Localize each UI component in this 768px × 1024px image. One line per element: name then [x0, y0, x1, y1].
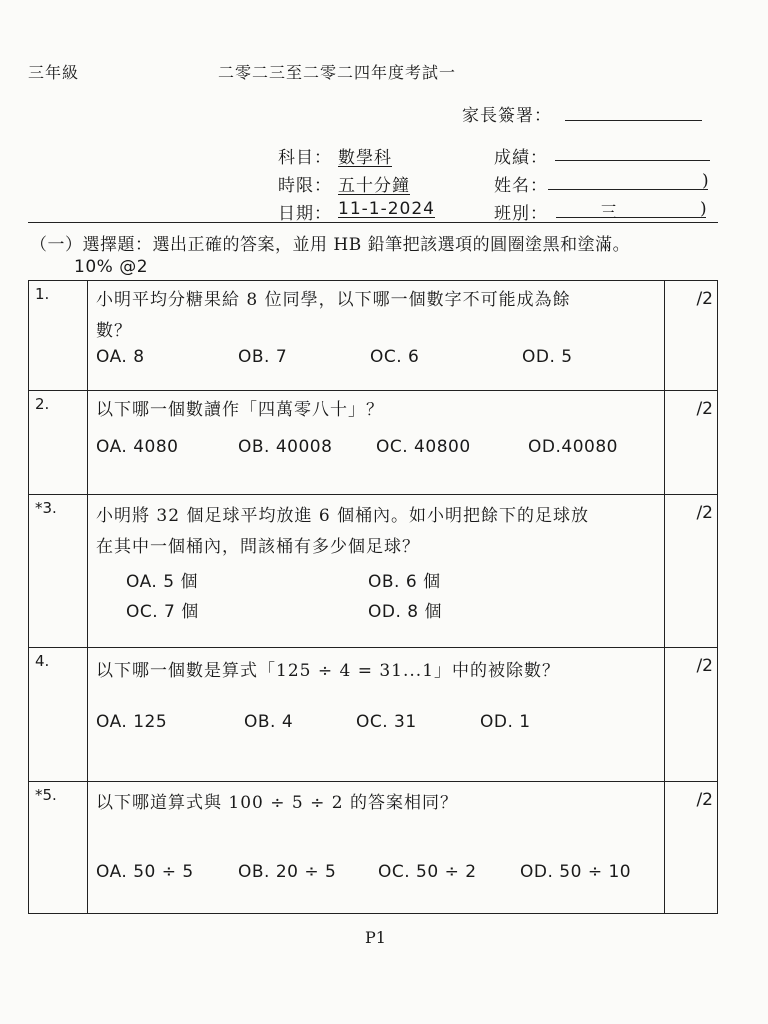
question-text-line: 小明將 32 個足球平均放進 6 個桶內。如小明把餘下的足球放	[96, 506, 590, 526]
name-close-paren: )	[702, 171, 709, 191]
question-body	[88, 648, 665, 782]
name-label: 姓名：	[494, 176, 548, 196]
option-a[interactable]: OA. 50 ÷ 5	[96, 862, 194, 882]
question-text-line: 小明平均分糖果給 8 位同學，以下哪一個數字不可能成為餘	[96, 290, 571, 310]
section-instruction: （一）選擇題：選出正確的答案，並用 HB 鉛筆把該選項的圓圈塗黑和塗滿。	[30, 235, 631, 255]
option-d[interactable]: OD. 5	[522, 347, 573, 367]
option-b[interactable]: OB. 20 ÷ 5	[238, 862, 337, 882]
option-c[interactable]: OC. 40800	[376, 437, 471, 457]
question-text: 以下哪道算式與 100 ÷ 5 ÷ 2 的答案相同？	[96, 793, 458, 813]
question-text: 以下哪一個數是算式「125 ÷ 4 = 31...1」中的被除數？	[96, 661, 561, 681]
question-body	[88, 495, 665, 648]
option-b[interactable]: OB. 6 個	[368, 572, 441, 592]
question-row-2	[29, 391, 718, 495]
option-a[interactable]: OA. 8	[96, 347, 145, 367]
exam-title: 二零二三至二零二四年度考試一	[218, 63, 457, 82]
question-row-5	[29, 782, 718, 914]
question-row-3	[29, 495, 718, 648]
subject-value: 數學科	[338, 148, 392, 168]
class-close-paren: )	[700, 199, 707, 219]
option-a[interactable]: OA. 125	[96, 712, 168, 732]
class-value: 三	[600, 203, 618, 223]
date-value: 11-1-2024	[338, 199, 435, 219]
option-c[interactable]: OC. 6	[370, 347, 420, 367]
question-table	[28, 280, 718, 914]
option-d[interactable]: OD. 1	[480, 712, 531, 732]
date-label: 日期：	[278, 204, 332, 224]
option-d[interactable]: OD. 50 ÷ 10	[520, 862, 632, 882]
question-number: 2.	[29, 391, 88, 495]
question-number: 1.	[29, 281, 88, 391]
question-text-line: 數？	[96, 321, 132, 341]
option-b[interactable]: OB. 7	[238, 347, 288, 367]
option-c[interactable]: OC. 7 個	[126, 602, 199, 622]
question-number: *5.	[29, 782, 88, 914]
question-text	[96, 285, 571, 347]
option-a[interactable]: OA. 4080	[96, 437, 179, 457]
option-c[interactable]: OC. 31	[356, 712, 417, 732]
option-b[interactable]: OB. 4	[244, 712, 294, 732]
grade-label: 三年級	[28, 63, 80, 82]
question-row-1	[29, 281, 718, 391]
marks-cell: /2	[665, 391, 718, 495]
class-label: 班別：	[494, 204, 548, 224]
time-label: 時限：	[278, 176, 332, 196]
score-line[interactable]	[555, 160, 710, 161]
marks-cell: /2	[665, 281, 718, 391]
question-number: 4.	[29, 648, 88, 782]
marks-cell: /2	[665, 495, 718, 648]
subject-label: 科目：	[278, 148, 332, 168]
score-label: 成績：	[494, 148, 548, 168]
question-body	[88, 281, 665, 391]
question-body	[88, 782, 665, 914]
question-row-4	[29, 648, 718, 782]
question-number: *3.	[29, 495, 88, 648]
time-value: 五十分鐘	[338, 176, 410, 196]
question-text: 以下哪一個數讀作「四萬零八十」？	[96, 400, 384, 420]
name-line[interactable]	[548, 189, 708, 190]
question-text-line: 在其中一個桶內，問該桶有多少個足球？	[96, 537, 420, 557]
option-b[interactable]: OB. 40008	[238, 437, 333, 457]
question-body	[88, 391, 665, 495]
parent-signature-line[interactable]	[565, 120, 702, 121]
option-d[interactable]: OD.40080	[528, 437, 618, 457]
option-d[interactable]: OD. 8 個	[368, 602, 442, 622]
question-text	[96, 501, 589, 563]
option-a[interactable]: OA. 5 個	[126, 572, 198, 592]
parent-signature-label: 家長簽署：	[462, 106, 552, 126]
marks-cell: /2	[665, 648, 718, 782]
marks-note: 10% @2	[74, 257, 149, 277]
marks-cell: /2	[665, 782, 718, 914]
page-number: P1	[365, 928, 386, 947]
option-c[interactable]: OC. 50 ÷ 2	[378, 862, 477, 882]
class-line[interactable]	[556, 217, 706, 218]
header-divider	[28, 222, 718, 223]
